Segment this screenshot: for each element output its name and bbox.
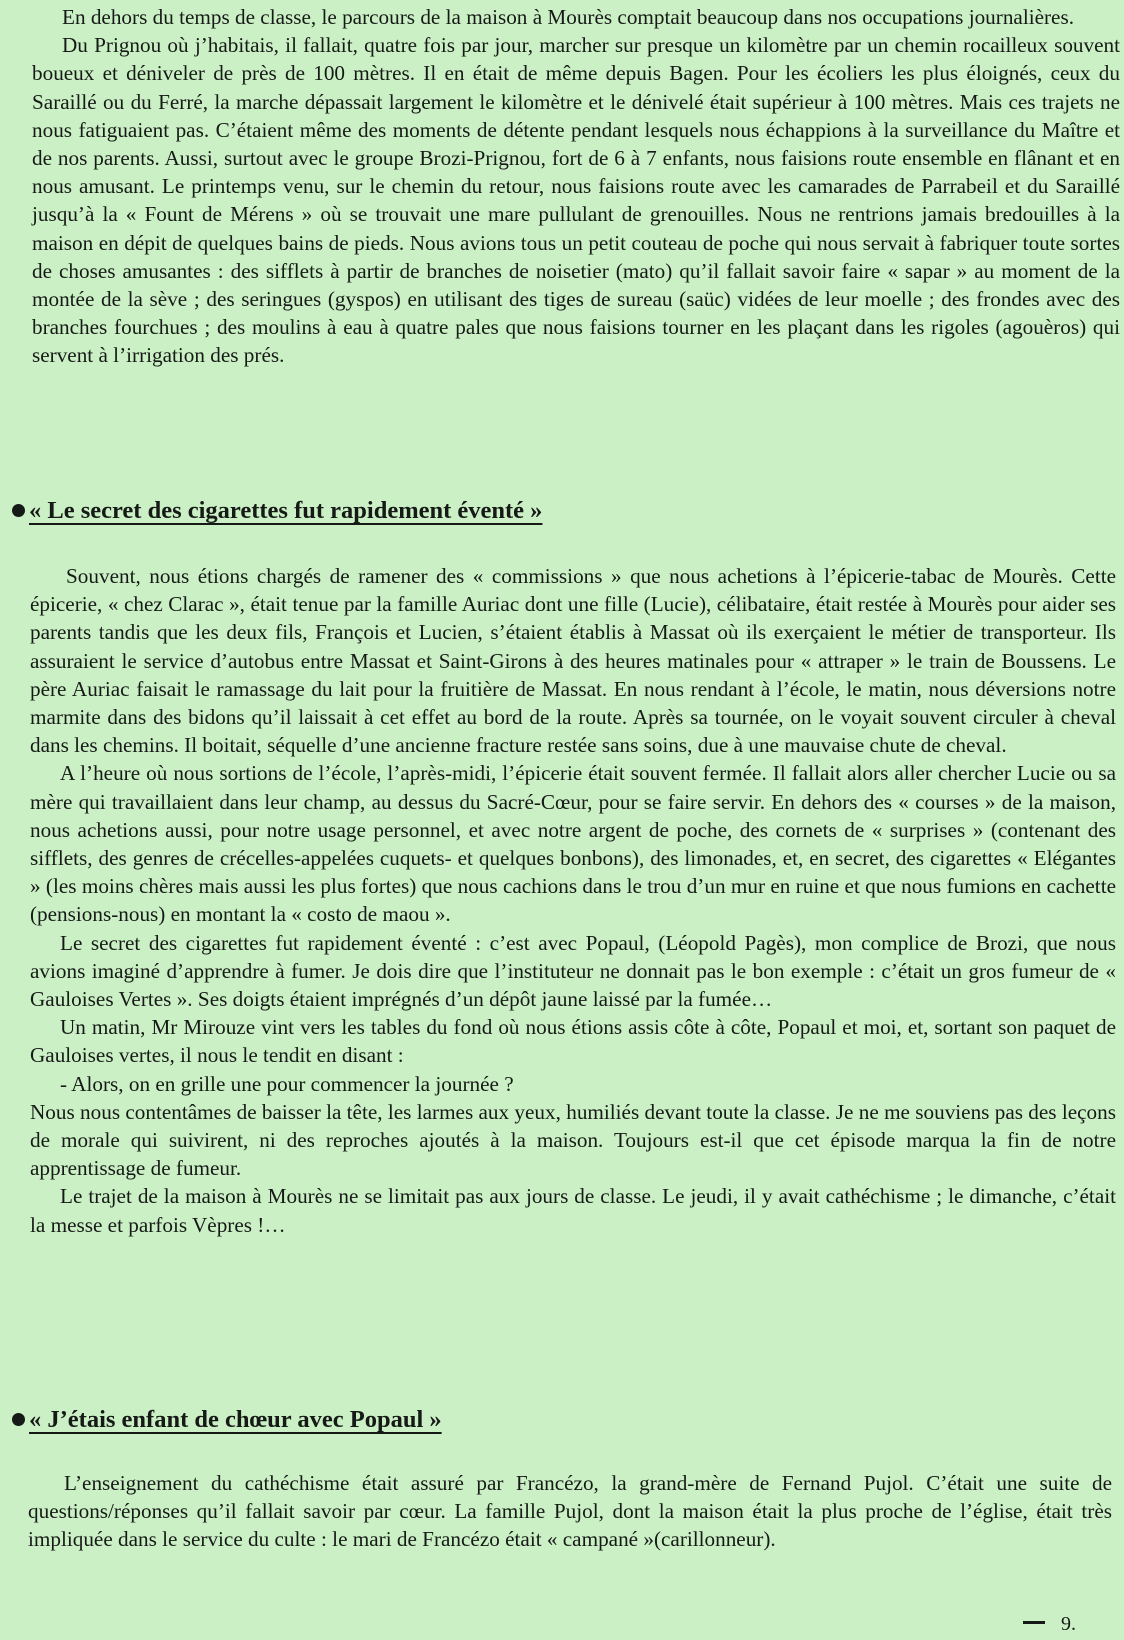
section-heading	[12, 1406, 442, 1434]
paragraph: Nous nous contentâmes de baisser la tête, les larmes aux yeux, humiliés devant toute la classe. Je ne me souviens pas des leçons de morale qui suivirent, ni des reproches ajoutés à la maison. Toujours est-il que cet épisode marqua la fin de notre apprentissage de fumeur.	[30, 1099, 1116, 1181]
paragraph: Du Prignou où j’habitais, il fallait, quatre fois par jour, marcher sur presque un kilomètre par un chemin rocailleux souvent boueux et déniveler de près de 100 mètres. Il en était de même depuis Bagen. Pour les écoliers les plus éloignés, ceux du Saraillé ou du Ferré, la marche dépassait largement le kilomètre et le dénivelé était supérieur à 100 mètres. Mais ces trajets ne nous fatiguaient pas. C’étaient même des moments de détente pendant lesquels nous échappions à la surveillance du Maître et de nos parents. Aussi, surtout avec le groupe Brozi-Prignou, fort de 6 à 7 enfants, nous faisions route ensemble en flânant et en nous amusant. Le printemps venu, sur le chemin du retour, nous faisions route avec les camarades de Parrabeil et du Saraillé jusqu’à la « Fount de Mérens » où se trouvait une mare pullulant de grenouilles. Nous ne rentrions jamais bredouilles à la maison en dépit de quelques bains de pieds. Nous avions tous un petit couteau de poche qui nous servait à fabriquer toute sortes de choses amusantes : des sifflets à partir de branches de noisetier (mato) qu’il fallait savoir faire « sapar » au moment de la montée de la sève ; des seringues (gyspos) en utilisant des tiges de sureau (saüc) vidées de leur moelle ; des frondes avec des branches fourchues ; des moulins à eau à quatre pales que nous faisions tourner en les plaçant dans les rigoles (agouèros) qui servent à l’irrigation des prés.	[32, 33, 1120, 368]
heading-text: « J’étais enfant de chœur avec Popaul »	[29, 1406, 442, 1433]
paragraph: Le secret des cigarettes fut rapidement éventé : c’est avec Popaul, (Léopold Pagès), mon complice de Brozi, que nous avions imaginé d’apprendre à fumer. Je dois dire que l’instituteur ne donnait pas le bon exemple : c’était un gros fumeur de « Gauloises Vertes ». Ses doigts étaient imprégnés d’un dépôt jaune laissé par la fumée…	[30, 930, 1116, 1012]
paragraph: L’enseignement du cathéchisme était assuré par Francézo, la grand-mère de Fernand Pujol. C’était une suite de questions/réponses qu’il fallait savoir par cœur. La famille Pujol, dont la maison était la plus proche de l’église, était très impliquée dans le service du culte : le mari de Francézo était « campané »(carillonneur).	[28, 1471, 1112, 1552]
page-number-text: 9.	[1061, 1613, 1076, 1635]
section-cigarettes	[30, 562, 1116, 1239]
section-heading	[12, 497, 542, 525]
paragraph: Souvent, nous étions chargés de ramener des « commissions » que nous achetions à l’épicerie-tabac de Mourès. Cette épicerie, « chez Clarac », était tenue par la famille Auriac dont une fille (Lucie), célibataire, était restée à Mourès pour aider ses parents tandis que les deux fils, François et Lucien, s’étaient établis à Massat où ils exerçaient le métier de transporteur. Ils assuraient le service d’autobus entre Massat et Saint-Girons à des heures matinales pour « attraper » le train de Boussens. Le père Auriac faisait le ramassage du lait pour la fruitière de Massat. En nous rendant à l’école, le matin, nous déversions notre marmite dans des bidons qu’il laissait à cet effet au bord de la route. Après sa tournée, on le voyait souvent circuler à cheval dans les chemins. Il boitait, séquelle d’une ancienne fracture restée sans soins, due à une mauvaise chute de cheval.	[30, 564, 1116, 758]
dialogue-line: - Alors, on en grille une pour commencer la journée ?	[60, 1071, 514, 1096]
arrow-icon	[1023, 1621, 1045, 1624]
bullet-icon	[12, 1413, 25, 1426]
section-intro	[32, 3, 1120, 370]
section-choir	[28, 1469, 1112, 1554]
paragraph: A l’heure où nous sortions de l’école, l’après-midi, l’épicerie était souvent fermée. Il fallait alors aller chercher Lucie ou sa mère qui travaillaient dans leur champ, au dessus du Sacré-Cœur, pour se faire servir. En dehors des « courses » de la maison, nous achetions aussi, pour notre usage personnel, et avec notre argent de poche, des cornets de « surprises » (contenant des sifflets, des genres de crécelles-appelées cuquets- et quelques bonbons), des limonades, et, en secret, des cigarettes « Elégantes » (les moins chères mais aussi les plus fortes) que nous cachions dans le trou d’un mur en ruine et que nous fumions en cachette (pensions-nous) en montant la « costo de maou ».	[30, 761, 1116, 927]
paragraph: Un matin, Mr Mirouze vint vers les tables du fond où nous étions assis côte à côte, Popaul et moi, et, sortant son paquet de Gauloises vertes, il nous le tendit en disant :	[30, 1015, 1116, 1068]
paragraph: En dehors du temps de classe, le parcours de la maison à Mourès comptait beaucoup dans nos occupations journalières.	[62, 5, 1075, 29]
page-number	[1023, 1613, 1076, 1636]
heading-text: « Le secret des cigarettes fut rapidement éventé »	[29, 497, 543, 524]
paragraph: Le trajet de la maison à Mourès ne se limitait pas aux jours de classe. Le jeudi, il y avait cathéchisme ; le dimanche, c’était la messe et parfois Vèpres !…	[30, 1184, 1116, 1237]
bullet-icon	[12, 504, 25, 517]
